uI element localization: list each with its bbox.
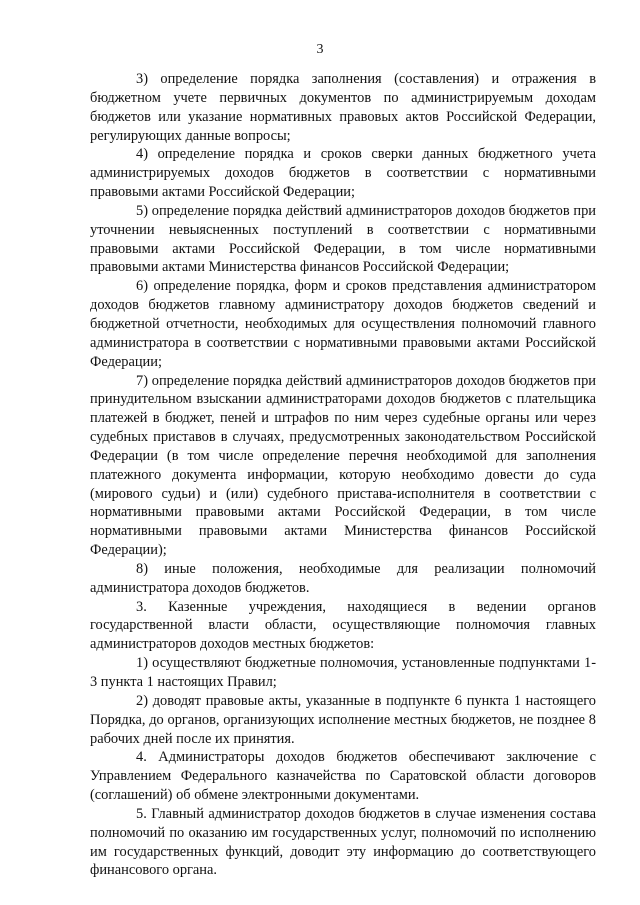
paragraph-section-4: 4. Администраторы доходов бюджетов обеспечивают заключение с Управлением Федерального казначейства по Саратовской области договоров (соглашений) об обмене электронными документами.	[90, 749, 596, 804]
paragraph-item-5: 5) определение порядка действий администраторов доходов бюджетов при уточнении невыясненных поступлений в соответствии с нормативными правовыми актами Российской Федерации, в том числе нормативными правовыми актами Министерства финансов Российской Федерации;	[90, 202, 596, 276]
paragraph-section-3: 3. Казенные учреждения, находящиеся в ведении органов государственной власти области, осуществляющие полномочия главных администраторов доходов местных бюджетов:	[90, 598, 596, 653]
paragraph-section-5: 5. Главный администратор доходов бюджетов в случае изменения состава полномочий по оказанию им государственных услуг, полномочий по исполнению им государственных функций, доводит эту информацию до соответствующего финансового органа.	[90, 805, 596, 879]
paragraph-item-7: 7) определение порядка действий администраторов доходов бюджетов при принудительном взыскании администраторами доходов бюджетов с плательщика платежей в бюджет, пеней и штрафов по ним через судебные органы или через судебных приставов в случаях, предусмотренных законодательством Российской Федерации (в том числе определение перечня необходимой для заполнения платежного документа информации, которую необходимо довести до суда (мирового судьи) и (или) судебного пристава-исполнителя в соответствии с нормативными правовыми актами Российской Федерации, в том числе нормативными правовыми актами Министерства финансов Российской Федерации);	[90, 372, 596, 559]
paragraph-section-3-item-2: 2) доводят правовые акты, указанные в подпункте 6 пункта 1 настоящего Порядка, до органов, организующих исполнение местных бюджетов, не позднее 8 рабочих дней после их принятия.	[90, 692, 596, 747]
paragraph-item-6: 6) определение порядка, форм и сроков представления администратором доходов бюджетов главному администратору доходов бюджетов сведений и бюджетной отчетности, необходимых для осуществления полномочий главного администратора в соответствии с нормативными правовыми актами Российской Федерации;	[90, 278, 596, 370]
document-body	[90, 70, 596, 880]
paragraph-item-8: 8) иные положения, необходимые для реализации полномочий администратора доходов бюджетов.	[90, 560, 596, 596]
paragraph-item-3: 3) определение порядка заполнения (составления) и отражения в бюджетном учете первичных документов по администрируемым доходам бюджетов или указание нормативных правовых актов Российской Федерации, регулирующих данные вопросы;	[90, 71, 596, 144]
page-number: 3	[316, 42, 324, 57]
paragraph-item-4: 4) определение порядка и сроков сверки данных бюджетного учета администрируемых доходов бюджетов в соответствии с нормативными правовыми актами Российской Федерации;	[90, 146, 596, 201]
paragraph-section-3-item-1: 1) осуществляют бюджетные полномочия, установленные подпунктами 1-3 пункта 1 настоящих Правил;	[90, 655, 596, 690]
